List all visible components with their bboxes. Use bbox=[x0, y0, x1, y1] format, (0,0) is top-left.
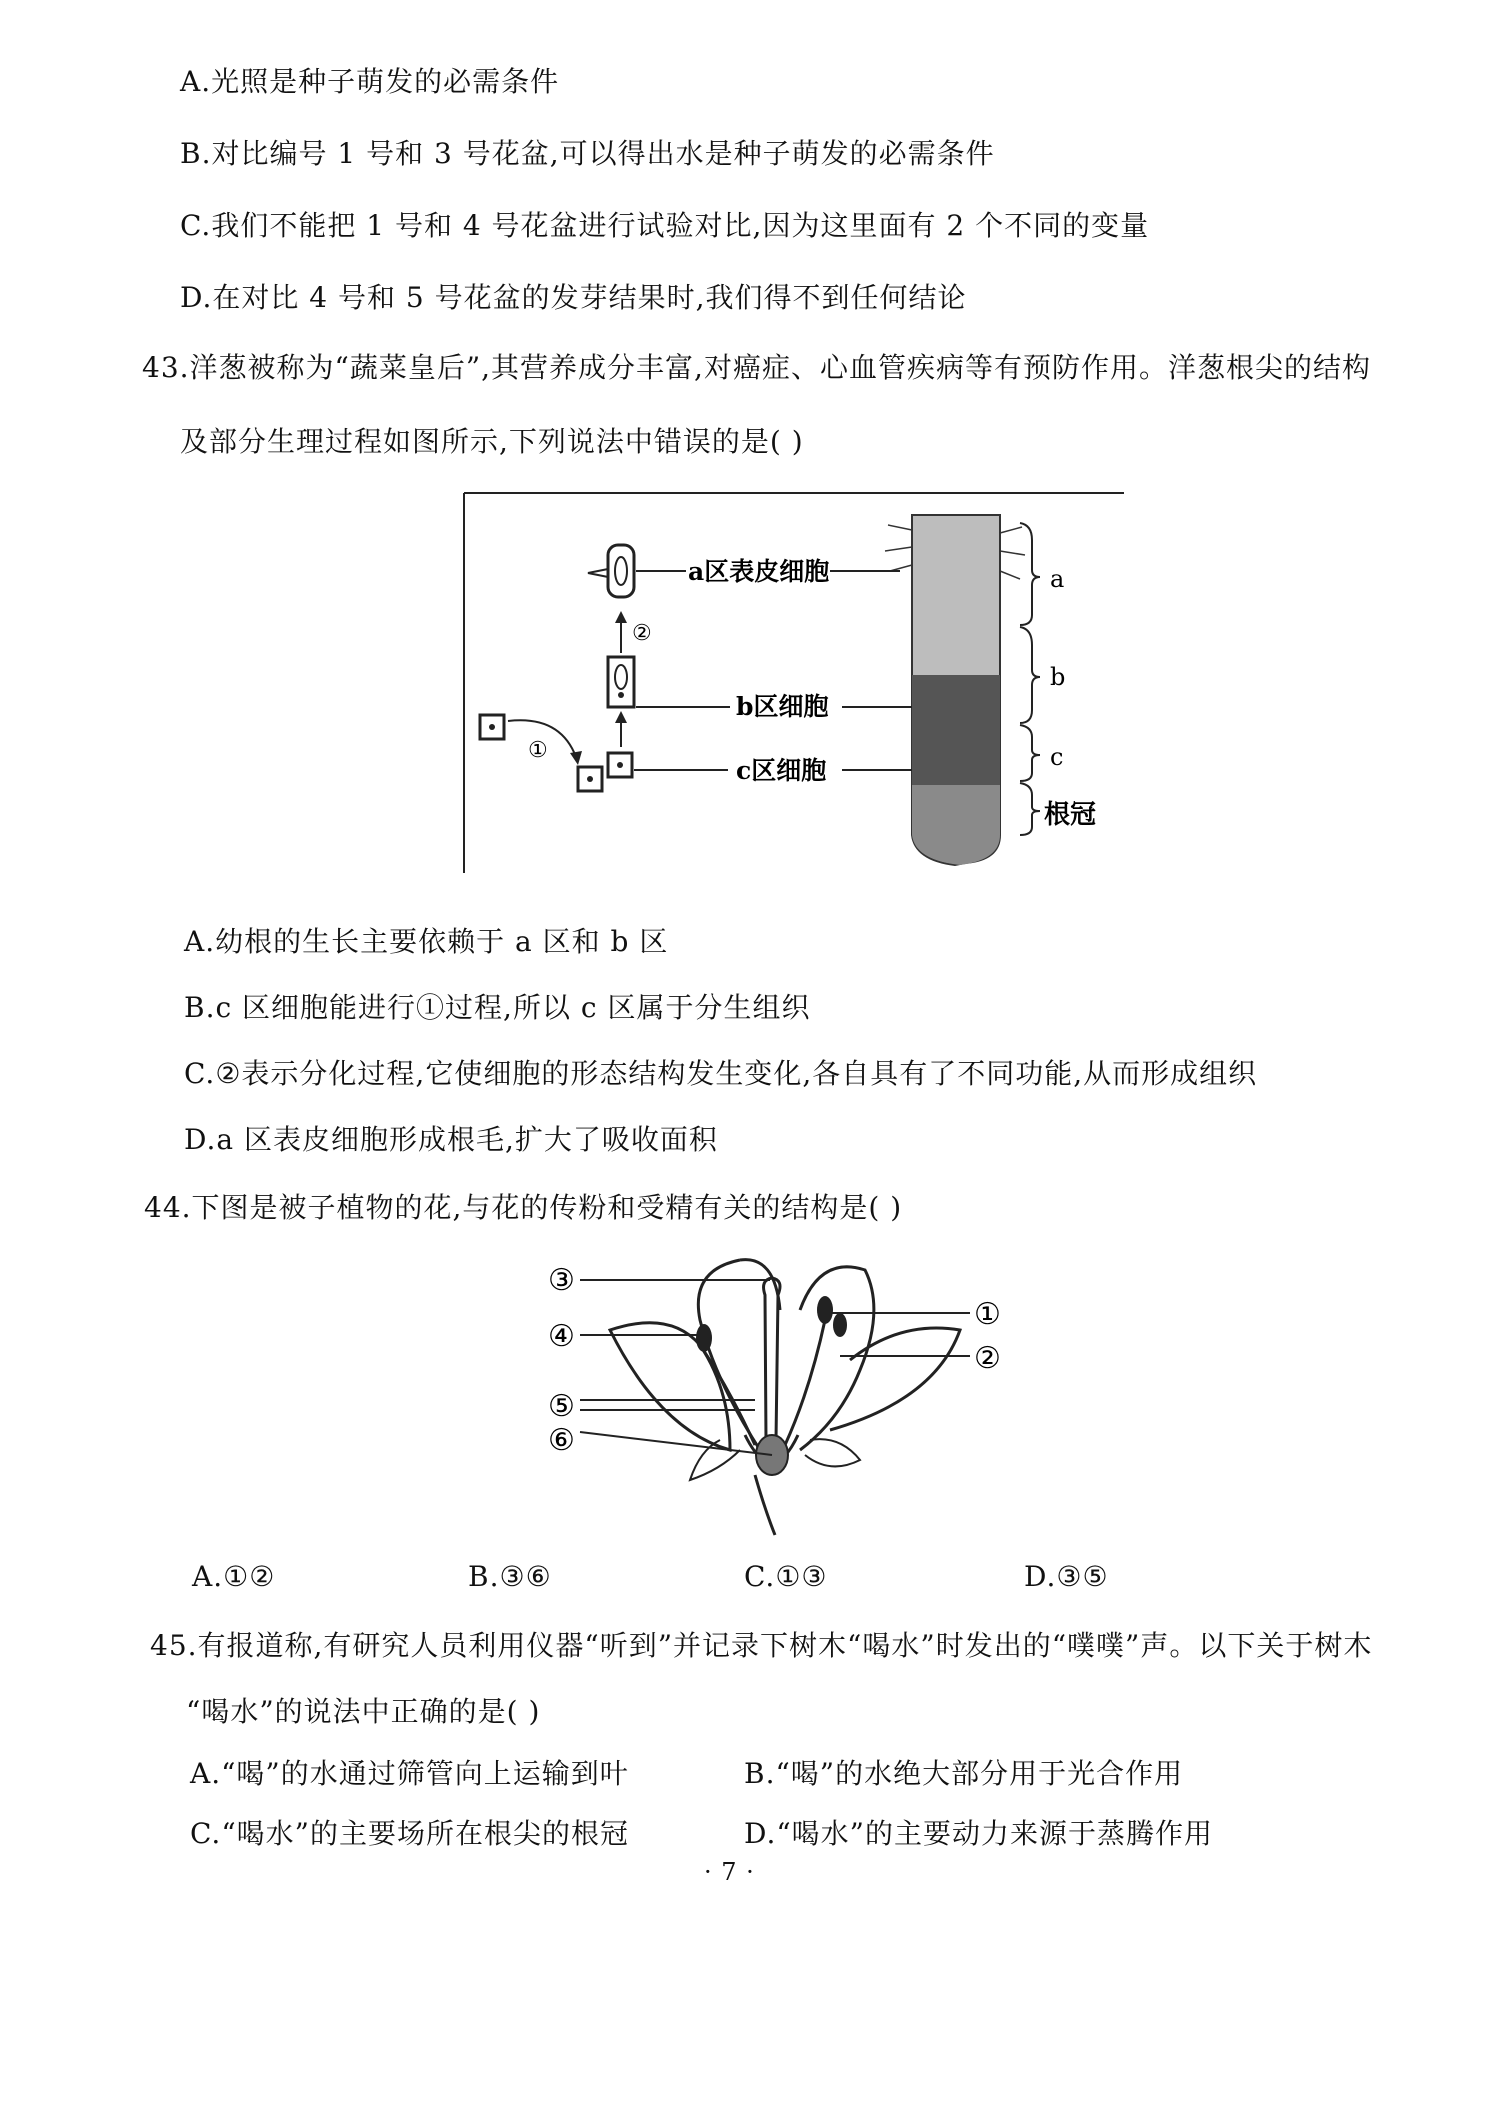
a-zone-cell-illustration bbox=[588, 545, 634, 597]
flower-structure-figure bbox=[540, 1250, 1040, 1540]
q43-option-a: A.幼根的生长主要依赖于 a 区和 b 区 bbox=[184, 925, 669, 958]
zone-b-label: b bbox=[1050, 663, 1066, 691]
onion-root-tip-figure bbox=[460, 485, 1140, 875]
flower-label-1: ① bbox=[974, 1297, 1001, 1332]
step-2-label: ② bbox=[632, 621, 652, 646]
q42-option-b: B.对比编号 1 号和 3 号花盆,可以得出水是种子萌发的必需条件 bbox=[180, 137, 995, 170]
q42-option-a: A.光照是种子萌发的必需条件 bbox=[180, 65, 560, 98]
q45-stem-line2: “喝水”的说法中正确的是( ) bbox=[186, 1695, 541, 1728]
q42-option-d: D.在对比 4 号和 5 号花盆的发芽结果时,我们得不到任何结论 bbox=[180, 281, 967, 314]
q45-stem-line1: 45.有报道称,有研究人员利用仪器“听到”并记录下树木“喝水”时发出的“噗噗”声。以下关于树木 bbox=[150, 1629, 1373, 1662]
flower-label-2: ② bbox=[974, 1341, 1001, 1376]
root-cap-label: 根冠 bbox=[1044, 800, 1097, 830]
zone-brackets bbox=[1020, 523, 1040, 835]
q44-option-a: A.①② bbox=[192, 1560, 276, 1593]
q43-stem-line1: 43.洋葱被称为“蔬菜皇后”,其营养成分丰富,对癌症、心血管疾病等有预防作用。洋葱根尖的结构 bbox=[142, 351, 1371, 384]
b-zone-cell-illustration bbox=[608, 657, 634, 707]
zone-a-label: a bbox=[1050, 565, 1065, 593]
q43-option-d: D.a 区表皮细胞形成根毛,扩大了吸收面积 bbox=[184, 1123, 718, 1156]
q44-option-c: C.①③ bbox=[744, 1560, 828, 1593]
flower-label-5: ⑤ bbox=[548, 1389, 575, 1424]
q43-option-b: B.c 区细胞能进行①过程,所以 c 区属于分生组织 bbox=[184, 991, 811, 1024]
flower-label-6: ⑥ bbox=[548, 1423, 575, 1458]
q45-option-d: D.“喝水”的主要动力来源于蒸腾作用 bbox=[744, 1817, 1213, 1850]
q45-option-b: B.“喝”的水绝大部分用于光合作用 bbox=[744, 1757, 1184, 1790]
flower-label-4: ④ bbox=[548, 1319, 575, 1354]
c-cell-label: c区细胞 bbox=[736, 756, 827, 785]
q43-stem-line2: 及部分生理过程如图所示,下列说法中错误的是( ) bbox=[180, 425, 804, 458]
b-cell-label: b区细胞 bbox=[736, 692, 829, 721]
q42-option-c: C.我们不能把 1 号和 4 号花盆进行试验对比,因为这里面有 2 个不同的变量 bbox=[180, 209, 1150, 242]
q44-option-d: D.③⑤ bbox=[1024, 1560, 1109, 1593]
q43-option-c: C.②表示分化过程,它使细胞的形态结构发生变化,各自具有了不同功能,从而形成组织 bbox=[184, 1057, 1258, 1090]
c-zone-cells-illustration bbox=[578, 753, 632, 791]
q44-stem: 44.下图是被子植物的花,与花的传粉和受精有关的结构是( ) bbox=[144, 1191, 903, 1224]
q44-option-b: B.③⑥ bbox=[468, 1560, 552, 1593]
q45-option-a: A.“喝”的水通过筛管向上运输到叶 bbox=[190, 1757, 629, 1790]
dividing-cell-illustration bbox=[480, 715, 504, 739]
page-number: · 7 · bbox=[704, 1858, 755, 1886]
q45-option-c: C.“喝水”的主要场所在根尖的根冠 bbox=[190, 1817, 629, 1850]
step-1-label: ① bbox=[528, 738, 548, 763]
zone-c-label: c bbox=[1050, 743, 1064, 771]
flower-label-3: ③ bbox=[548, 1263, 575, 1298]
a-cell-label: a区表皮细胞 bbox=[688, 557, 830, 586]
root-tip-illustration bbox=[885, 515, 1025, 865]
